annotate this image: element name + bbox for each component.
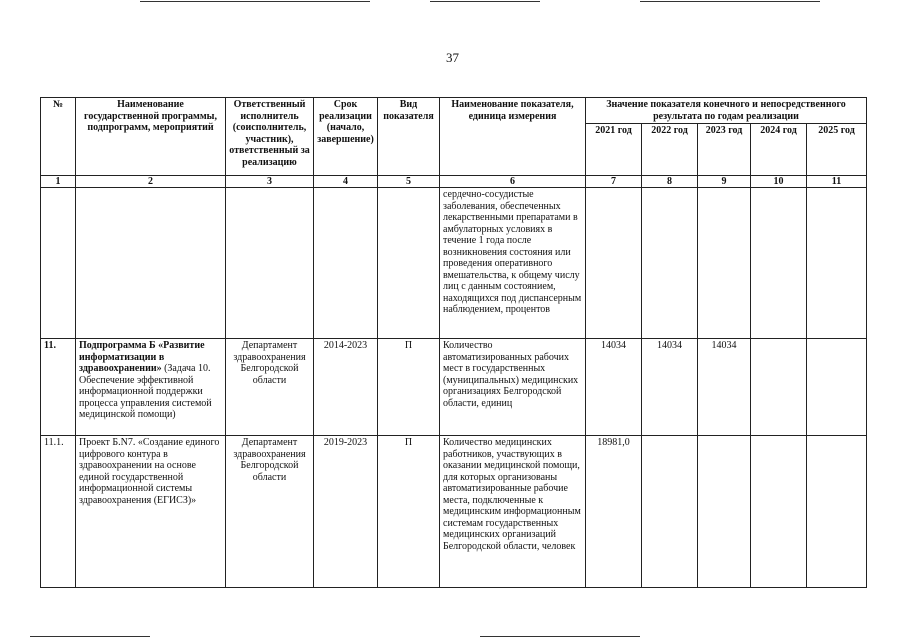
table-row (41, 188, 867, 339)
row-type: П (378, 339, 440, 436)
row-value (586, 188, 642, 339)
header-year: 2022 год (642, 124, 698, 176)
header-responsible: Ответственный исполнитель (соисполнитель, участник), ответственный за реализацию (226, 98, 314, 176)
row-indicator: Количество автоматизированных рабочих мест в государственных (муниципальных) медицинских организациях Белгородской области, единиц (440, 339, 586, 436)
top-edge-line (640, 1, 820, 2)
row-value (698, 188, 751, 339)
row-value (642, 188, 698, 339)
header-values-group: Значение показателя конечного и непосредственного результата по годам реализации (586, 98, 867, 124)
header-year: 2023 год (698, 124, 751, 176)
column-number: 7 (586, 176, 642, 188)
row-term: 2019-2023 (314, 436, 378, 588)
row-value (751, 436, 807, 588)
page-number: 37 (446, 50, 459, 65)
header-year: 2025 год (807, 124, 867, 176)
row-value: 18981,0 (586, 436, 642, 588)
row-type: П (378, 436, 440, 588)
table-row (41, 436, 867, 588)
table-row (41, 339, 867, 436)
row-value (698, 436, 751, 588)
column-number: 4 (314, 176, 378, 188)
column-number: 3 (226, 176, 314, 188)
row-value (642, 436, 698, 588)
column-number: 8 (642, 176, 698, 188)
row-value: 14034 (586, 339, 642, 436)
row-responsible: Департамент здравоохранения Белгородской области (226, 436, 314, 588)
row-type (378, 188, 440, 339)
column-number: 11 (807, 176, 867, 188)
row-value (807, 339, 867, 436)
row-value (751, 339, 807, 436)
header-type: Вид показателя (378, 98, 440, 176)
header-indicator: Наименование показателя, единица измерения (440, 98, 586, 176)
row-no: 11. (41, 339, 76, 436)
column-number: 5 (378, 176, 440, 188)
column-number-row (41, 176, 867, 188)
row-responsible: Департамент здравоохранения Белгородской области (226, 339, 314, 436)
column-number: 6 (440, 176, 586, 188)
row-term: 2014-2023 (314, 339, 378, 436)
row-value: 14034 (642, 339, 698, 436)
header-row (41, 98, 867, 124)
bottom-edge-line (480, 636, 640, 637)
row-name (76, 188, 226, 339)
column-number: 1 (41, 176, 76, 188)
column-number: 9 (698, 176, 751, 188)
top-edge-line (430, 1, 540, 2)
header-term: Срок реализации (начало, завершение) (314, 98, 378, 176)
row-indicator: Количество медицинских работников, участвующих в оказании медицинской помощи, для которых организованы автоматизированные рабочие места, подключенные к медицинским информационным системам государственных медицинских организаций Белгородской области, человек (440, 436, 586, 588)
header-no: № (41, 98, 76, 176)
header-name: Наименование государственной программы, подпрограмм, мероприятий (76, 98, 226, 176)
header-year: 2021 год (586, 124, 642, 176)
row-no (41, 188, 76, 339)
row-no: 11.1. (41, 436, 76, 588)
column-number: 2 (76, 176, 226, 188)
top-edge-line (140, 1, 370, 2)
row-name: Подпрограмма Б «Развитие информатизации в здравоохранении» (Задача 10. Обеспечение эффективной информационной поддержки процесса управления системой медицинской помощи) (76, 339, 226, 436)
row-indicator: сердечно-сосудистые заболевания, обеспеченных лекарственными препаратами в амбулаторных условиях в течение 1 года после возникновения состояния или проведения оперативного вмешательства, к общему числу лиц с данным состоянием, находящихся под диспансерным наблюдением, процентов (440, 188, 586, 339)
row-name: Проект Б.N7. «Создание единого цифрового контура в здравоохранении на основе единой государственной информационной системы здравоохранения (ЕГИСЗ)» (76, 436, 226, 588)
row-value (807, 436, 867, 588)
row-term (314, 188, 378, 339)
program-table (40, 97, 867, 588)
row-value: 14034 (698, 339, 751, 436)
bottom-edge-line (30, 636, 150, 637)
row-responsible (226, 188, 314, 339)
row-value (751, 188, 807, 339)
header-year: 2024 год (751, 124, 807, 176)
row-value (807, 188, 867, 339)
column-number: 10 (751, 176, 807, 188)
